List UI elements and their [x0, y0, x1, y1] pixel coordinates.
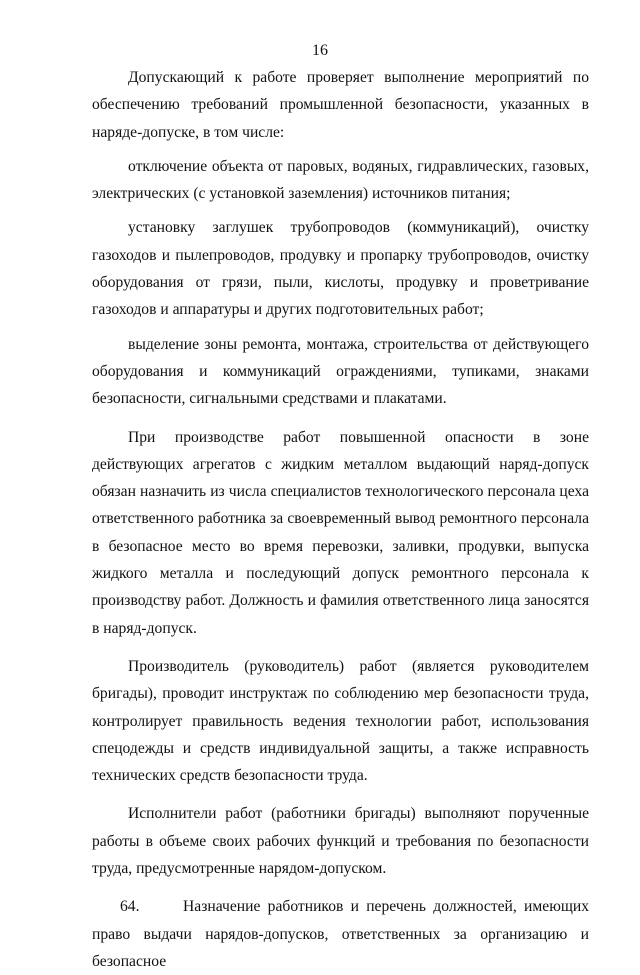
paragraph-disconnection: отключение объекта от паровых, водяных, гидравлических, газовых, электрических (с установкой заземления) источников питания; [92, 157, 589, 203]
paragraph-work-supervisor: Производитель (руководитель) работ (является руководителем бригады), проводит инструктаж по соблюдению мер безопасности труда, контролирует правильность ведения технологии работ, использования спецодежды и средств индивидуальной защиты, а также исправность технических средств безопасности труда. [92, 657, 589, 785]
item-64-text: Назначение работников и перечень должностей, имеющих право выдачи нарядов-допусков, ответственных за организацию и безопасное [92, 898, 589, 970]
page-number: 16 [312, 42, 328, 59]
paragraph-item-64 [92, 893, 589, 975]
paragraph-work-executors: Исполнители работ (работники бригады) выполняют порученные работы в объеме своих рабочих функций и требования по безопасности труда, предусмотренные нарядом-допуском. [92, 805, 589, 878]
paragraph-admitting-person: Допускающий к работе проверяет выполнение мероприятий по обеспечению требований промышленной безопасности, указанных в наряде-допуске, в том числе: [92, 69, 589, 141]
paragraph-zone-separation: выделение зоны ремонта, монтажа, строительства от действующего оборудования и коммуникаций ограждениями, тупиками, знаками безопасности, сигнальными средствами и плакатами. [92, 335, 589, 408]
item-64-number: 64. [120, 898, 140, 916]
document-body [92, 64, 589, 975]
paragraph-liquid-metal-works: При производстве работ повышенной опасности в зоне действующих агрегатов с жидким металлом выдающий наряд-допуск обязан назначить из числа специалистов технологического персонала цеха ответственного работника за своевременный вывод ремонтного персонала в безопасное место во время перевозки, заливки, продувки, выпуска жидкого металла и последующий допуск ремонтного персонала к производству работ. Должность и фамилия ответственного лица заносятся в наряд-допуск. [92, 428, 589, 637]
paragraph-plugs-installation: установку заглушек трубопроводов (коммуникаций), очистку газоходов и пылепроводов, продувку и пропарку трубопроводов, очистку оборудования от грязи, пыли, кислоты, продувку и проветривание газоходов и аппаратуры и других подготовительных работ; [92, 219, 589, 319]
